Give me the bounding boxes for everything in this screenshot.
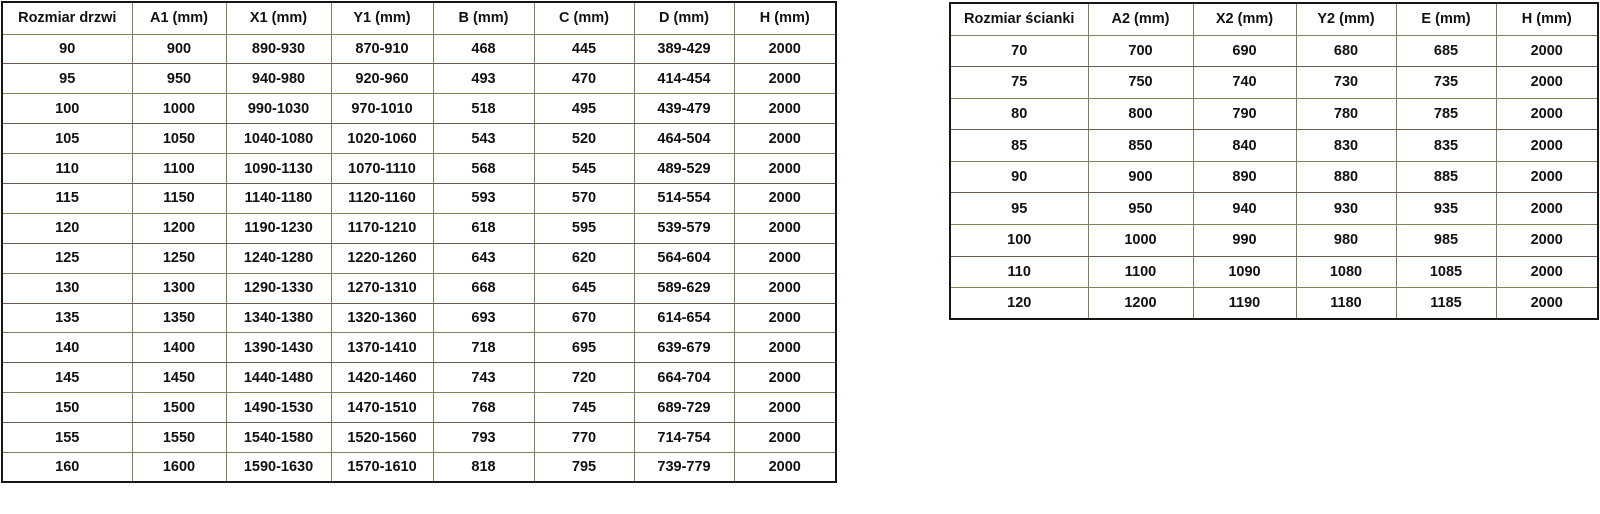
- table-cell: 850: [1088, 130, 1193, 162]
- table-cell: 900: [1088, 161, 1193, 193]
- table-cell: 720: [534, 363, 634, 393]
- table-cell: 414-454: [634, 64, 734, 94]
- table-cell: 539-579: [634, 213, 734, 243]
- table-cell: 1080: [1296, 256, 1396, 288]
- table-cell: 930: [1296, 193, 1396, 225]
- table-cell: 1220-1260: [331, 243, 433, 273]
- table-cell: 735: [1396, 67, 1496, 99]
- table-cell: 664-704: [634, 363, 734, 393]
- table-cell: 745: [534, 393, 634, 423]
- table-cell: 900: [132, 34, 226, 64]
- table-cell: 445: [534, 34, 634, 64]
- table-cell: 470: [534, 64, 634, 94]
- table-cell: 2000: [1496, 161, 1598, 193]
- column-header: X2 (mm): [1193, 3, 1296, 35]
- column-header: Rozmiar ścianki: [950, 3, 1088, 35]
- table-cell: 595: [534, 213, 634, 243]
- table-cell: 1020-1060: [331, 124, 433, 154]
- table-cell: 2000: [734, 183, 836, 213]
- table-cell: 2000: [1496, 256, 1598, 288]
- table-cell: 1520-1560: [331, 423, 433, 453]
- table-cell: 739-779: [634, 452, 734, 482]
- table-cell: 130: [2, 273, 132, 303]
- table-row: [2, 363, 836, 393]
- table-cell: 730: [1296, 67, 1396, 99]
- table-row: [2, 213, 836, 243]
- table-cell: 795: [534, 452, 634, 482]
- table-cell: 935: [1396, 193, 1496, 225]
- column-header: D (mm): [634, 2, 734, 34]
- table-cell: 1100: [1088, 256, 1193, 288]
- column-header: E (mm): [1396, 3, 1496, 35]
- table-cell: 1290-1330: [226, 273, 331, 303]
- table-cell: 1250: [132, 243, 226, 273]
- table-cell: 1570-1610: [331, 452, 433, 482]
- table-cell: 135: [2, 303, 132, 333]
- table-cell: 920-960: [331, 64, 433, 94]
- table-cell: 990-1030: [226, 94, 331, 124]
- table-row: [950, 130, 1598, 162]
- table-cell: 830: [1296, 130, 1396, 162]
- table-row: [2, 243, 836, 273]
- table-cell: 2000: [734, 154, 836, 184]
- table-cell: 1085: [1396, 256, 1496, 288]
- table-cell: 1540-1580: [226, 423, 331, 453]
- table-cell: 495: [534, 94, 634, 124]
- table-cell: 2000: [1496, 130, 1598, 162]
- table-cell: 543: [433, 124, 534, 154]
- table-cell: 990: [1193, 225, 1296, 257]
- table-cell: 950: [132, 64, 226, 94]
- table-cell: 818: [433, 452, 534, 482]
- table-cell: 2000: [734, 303, 836, 333]
- table-cell: 790: [1193, 98, 1296, 130]
- table-cell: 1190: [1193, 288, 1296, 320]
- table-cell: 1000: [132, 94, 226, 124]
- table-cell: 1190-1230: [226, 213, 331, 243]
- table-cell: 1350: [132, 303, 226, 333]
- table-row: [2, 34, 836, 64]
- table-cell: 2000: [1496, 225, 1598, 257]
- table-cell: 1320-1360: [331, 303, 433, 333]
- table-cell: 870-910: [331, 34, 433, 64]
- table-row: [2, 183, 836, 213]
- table-row: [950, 193, 1598, 225]
- table-cell: 2000: [734, 452, 836, 482]
- table-cell: 518: [433, 94, 534, 124]
- table-cell: 389-429: [634, 34, 734, 64]
- table-cell: 145: [2, 363, 132, 393]
- column-header: C (mm): [534, 2, 634, 34]
- table-cell: 1040-1080: [226, 124, 331, 154]
- table-cell: 1590-1630: [226, 452, 331, 482]
- table-cell: 2000: [734, 64, 836, 94]
- table-cell: 1470-1510: [331, 393, 433, 423]
- table-cell: 85: [950, 130, 1088, 162]
- table-cell: 1420-1460: [331, 363, 433, 393]
- table-cell: 1050: [132, 124, 226, 154]
- table-cell: 1340-1380: [226, 303, 331, 333]
- table-cell: 800: [1088, 98, 1193, 130]
- table-cell: 1180: [1296, 288, 1396, 320]
- table-row: [2, 423, 836, 453]
- table-row: [950, 67, 1598, 99]
- table-cell: 880: [1296, 161, 1396, 193]
- table-cell: 2000: [734, 363, 836, 393]
- table-cell: 105: [2, 124, 132, 154]
- table-row: [2, 452, 836, 482]
- header-row: [950, 3, 1598, 35]
- header-row: [2, 2, 836, 34]
- table-cell: 125: [2, 243, 132, 273]
- table-cell: 2000: [1496, 67, 1598, 99]
- table-cell: 468: [433, 34, 534, 64]
- table-row: [950, 225, 1598, 257]
- table-cell: 1070-1110: [331, 154, 433, 184]
- table-cell: 1270-1310: [331, 273, 433, 303]
- door-size-table: [1, 1, 837, 483]
- table-cell: 568: [433, 154, 534, 184]
- table-cell: 985: [1396, 225, 1496, 257]
- table-cell: 685: [1396, 35, 1496, 67]
- table-cell: 489-529: [634, 154, 734, 184]
- table-cell: 750: [1088, 67, 1193, 99]
- table-cell: 695: [534, 333, 634, 363]
- column-header: X1 (mm): [226, 2, 331, 34]
- table-cell: 1400: [132, 333, 226, 363]
- table-cell: 743: [433, 363, 534, 393]
- table-cell: 1370-1410: [331, 333, 433, 363]
- table-cell: 75: [950, 67, 1088, 99]
- table-cell: 620: [534, 243, 634, 273]
- table-cell: 80: [950, 98, 1088, 130]
- table-cell: 570: [534, 183, 634, 213]
- table-cell: 150: [2, 393, 132, 423]
- table-cell: 2000: [1496, 288, 1598, 320]
- table-cell: 785: [1396, 98, 1496, 130]
- table-cell: 614-654: [634, 303, 734, 333]
- table-cell: 890: [1193, 161, 1296, 193]
- table-cell: 840: [1193, 130, 1296, 162]
- table-row: [2, 154, 836, 184]
- table-cell: 700: [1088, 35, 1193, 67]
- table-row: [2, 333, 836, 363]
- table-cell: 940: [1193, 193, 1296, 225]
- table-cell: 90: [950, 161, 1088, 193]
- table-cell: 835: [1396, 130, 1496, 162]
- wall-size-table: [949, 2, 1599, 320]
- table-cell: 545: [534, 154, 634, 184]
- table-cell: 1140-1180: [226, 183, 331, 213]
- table-cell: 110: [2, 154, 132, 184]
- table-row: [950, 98, 1598, 130]
- table-cell: 160: [2, 452, 132, 482]
- table-cell: 1090-1130: [226, 154, 331, 184]
- table-cell: 70: [950, 35, 1088, 67]
- table-cell: 2000: [734, 94, 836, 124]
- column-header: Y2 (mm): [1296, 3, 1396, 35]
- column-header: A1 (mm): [132, 2, 226, 34]
- table-cell: 890-930: [226, 34, 331, 64]
- table-cell: 100: [950, 225, 1088, 257]
- table-cell: 2000: [734, 243, 836, 273]
- table-cell: 1600: [132, 452, 226, 482]
- table-cell: 2000: [1496, 35, 1598, 67]
- table-cell: 693: [433, 303, 534, 333]
- table-cell: 100: [2, 94, 132, 124]
- table-cell: 1390-1430: [226, 333, 331, 363]
- table-cell: 464-504: [634, 124, 734, 154]
- table-cell: 1440-1480: [226, 363, 331, 393]
- table-cell: 1170-1210: [331, 213, 433, 243]
- table-cell: 885: [1396, 161, 1496, 193]
- table-cell: 2000: [1496, 193, 1598, 225]
- table-cell: 689-729: [634, 393, 734, 423]
- table-cell: 110: [950, 256, 1088, 288]
- table-cell: 645: [534, 273, 634, 303]
- column-header: Y1 (mm): [331, 2, 433, 34]
- table-cell: 2000: [734, 34, 836, 64]
- table-cell: 1100: [132, 154, 226, 184]
- table-cell: 1240-1280: [226, 243, 331, 273]
- table-cell: 1500: [132, 393, 226, 423]
- table-cell: 714-754: [634, 423, 734, 453]
- table-cell: 1200: [132, 213, 226, 243]
- table-cell: 2000: [734, 393, 836, 423]
- table-cell: 520: [534, 124, 634, 154]
- table-cell: 120: [2, 213, 132, 243]
- table-cell: 120: [950, 288, 1088, 320]
- table-cell: 940-980: [226, 64, 331, 94]
- table-row: [2, 393, 836, 423]
- table-cell: 668: [433, 273, 534, 303]
- table-row: [2, 124, 836, 154]
- table-cell: 1120-1160: [331, 183, 433, 213]
- table-cell: 115: [2, 183, 132, 213]
- table-cell: 718: [433, 333, 534, 363]
- table-cell: 639-679: [634, 333, 734, 363]
- table-cell: 793: [433, 423, 534, 453]
- table-cell: 1550: [132, 423, 226, 453]
- table-row: [950, 288, 1598, 320]
- table-cell: 970-1010: [331, 94, 433, 124]
- table-cell: 670: [534, 303, 634, 333]
- table-cell: 1490-1530: [226, 393, 331, 423]
- table-cell: 514-554: [634, 183, 734, 213]
- table-cell: 768: [433, 393, 534, 423]
- table-row: [2, 94, 836, 124]
- table-cell: 950: [1088, 193, 1193, 225]
- table-row: [2, 303, 836, 333]
- table-cell: 1185: [1396, 288, 1496, 320]
- table-cell: 140: [2, 333, 132, 363]
- table-cell: 95: [950, 193, 1088, 225]
- table-cell: 1150: [132, 183, 226, 213]
- table-cell: 980: [1296, 225, 1396, 257]
- table-cell: 690: [1193, 35, 1296, 67]
- table-cell: 2000: [734, 213, 836, 243]
- table-cell: 643: [433, 243, 534, 273]
- table-row: [950, 256, 1598, 288]
- table-cell: 1090: [1193, 256, 1296, 288]
- table-cell: 2000: [734, 273, 836, 303]
- table-cell: 1300: [132, 273, 226, 303]
- table-row: [950, 35, 1598, 67]
- table-cell: 564-604: [634, 243, 734, 273]
- table-row: [2, 64, 836, 94]
- table-cell: 680: [1296, 35, 1396, 67]
- table-cell: 90: [2, 34, 132, 64]
- table-cell: 589-629: [634, 273, 734, 303]
- column-header: A2 (mm): [1088, 3, 1193, 35]
- column-header: H (mm): [734, 2, 836, 34]
- table-cell: 1200: [1088, 288, 1193, 320]
- column-header: H (mm): [1496, 3, 1598, 35]
- table-cell: 2000: [734, 423, 836, 453]
- table-cell: 439-479: [634, 94, 734, 124]
- table-cell: 493: [433, 64, 534, 94]
- table-cell: 593: [433, 183, 534, 213]
- table-cell: 780: [1296, 98, 1396, 130]
- table-cell: 2000: [734, 124, 836, 154]
- table-row: [2, 273, 836, 303]
- table-row: [950, 161, 1598, 193]
- table-cell: 2000: [734, 333, 836, 363]
- table-cell: 1000: [1088, 225, 1193, 257]
- table-cell: 2000: [1496, 98, 1598, 130]
- column-header: Rozmiar drzwi: [2, 2, 132, 34]
- column-header: B (mm): [433, 2, 534, 34]
- table-cell: 618: [433, 213, 534, 243]
- table-cell: 155: [2, 423, 132, 453]
- table-cell: 740: [1193, 67, 1296, 99]
- table-cell: 1450: [132, 363, 226, 393]
- table-cell: 95: [2, 64, 132, 94]
- table-cell: 770: [534, 423, 634, 453]
